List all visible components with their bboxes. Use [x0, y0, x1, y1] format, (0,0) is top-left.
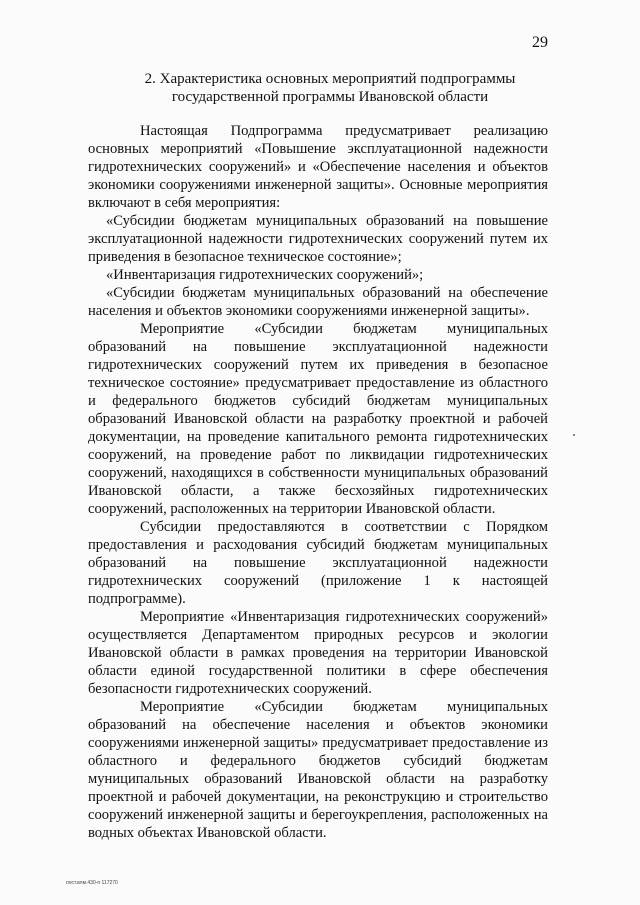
section-title-line-2: государственной программы Ивановской области — [171, 89, 489, 105]
document-body — [88, 122, 548, 842]
section-title — [90, 70, 570, 106]
paragraph-item-subsidies-protection: «Субсидии бюджетам муниципальных образований на обеспечение населения и объектов экономики сооружениями инженерной защиты». — [88, 285, 548, 319]
paragraph-intro: Настоящая Подпрограмма предусматривает реализацию основных мероприятий «Повышение эксплуатационной надежности гидротехнических сооружений» и «Обеспечение населения и объектов экономики сооружениями инженерной защиты». Основные мероприятия включают в себя мероприятия: — [88, 123, 548, 211]
paragraph-measure-inventory: Мероприятие «Инвентаризация гидротехнических сооружений» осуществляется Департаментом природных ресурсов и экологии Ивановской области в рамках проведения на территории Ивановской области единой государственной политики в сфере обеспечения безопасности гидротехнических сооружений. — [88, 609, 548, 697]
page-number: 29 — [532, 34, 548, 51]
paragraph-item-inventory: «Инвентаризация гидротехнических сооружений»; — [106, 267, 424, 283]
paragraph-item-subsidies-reliability: «Субсидии бюджетам муниципальных образований на повышение эксплуатационной надежности гидротехнических сооружений путем их приведения в безопасное техническое состояние»; — [88, 213, 548, 265]
paragraph-subsidies-order: Субсидии предоставляются в соответствии с Порядком предоставления и расходования субсидий бюджетам муниципальных образований на повышение эксплуатационной надежности гидротехнических сооружений (приложение 1 к настоящей подпрограмме). — [88, 519, 548, 607]
paragraph-measure-protection: Мероприятие «Субсидии бюджетам муниципальных образований на обеспечение населения и объектов экономики сооружениями инженерной защиты» предусматривает предоставление из областного и федерального бюджетов субсидий бюджетам муниципальных образований Ивановской области на разработку проектной и рабочей документации, на реконструкцию и строительство сооружений инженерной защиты и берегоукрепления, расположенных на водных объектах Ивановской области. — [88, 699, 548, 841]
scan-speck — [573, 434, 575, 436]
footer-code: пост.влм.430-п 117270 — [66, 880, 118, 886]
paragraph-measure-reliability: Мероприятие «Субсидии бюджетам муниципальных образований на повышение эксплуатационной надежности гидротехнических сооружений путем их приведения в безопасное техническое состояние» предусматривает предоставление из областного и федерального бюджетов субсидий бюджетам муниципальных образований Ивановской области на разработку проектной и рабочей документации, на проведение капитального ремонта гидротехнических сооружений, на проведение работ по ликвидации гидротехнических сооружений, находящихся в собственности муниципальных образований Ивановской области, а также бесхозяйных гидротехнических сооружений, расположенных на территории Ивановской области. — [88, 321, 548, 517]
section-title-line-1: 2. Характеристика основных мероприятий подпрограммы — [144, 71, 516, 87]
